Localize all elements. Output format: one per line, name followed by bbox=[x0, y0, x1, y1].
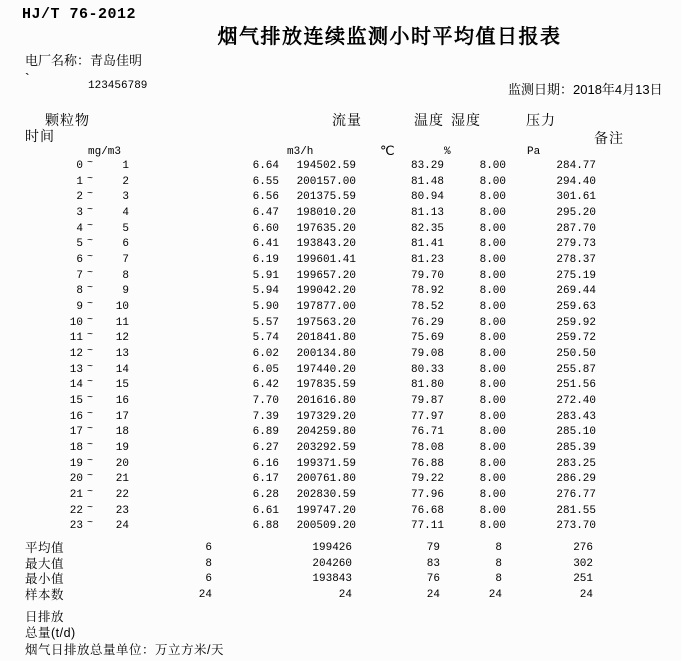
cell-pressure: 273.70 bbox=[556, 520, 596, 533]
table-row bbox=[0, 206, 681, 222]
table-row bbox=[0, 347, 681, 363]
cell-hour-end: 17 bbox=[115, 410, 129, 423]
cell-pm: 6.56 bbox=[252, 191, 279, 204]
table-row bbox=[0, 269, 681, 285]
cell-humidity: 8.00 bbox=[479, 457, 506, 470]
cell-hour-end: 23 bbox=[115, 504, 129, 517]
cell-temperature: 79.08 bbox=[410, 348, 444, 361]
summary-pressure: 24 bbox=[579, 589, 593, 602]
summary-rows bbox=[0, 541, 681, 604]
table-row bbox=[0, 253, 681, 269]
cell-temperature: 78.92 bbox=[410, 285, 444, 298]
table-row bbox=[0, 394, 681, 410]
table-row bbox=[0, 519, 681, 535]
table-row bbox=[0, 175, 681, 191]
table-row bbox=[0, 363, 681, 379]
summary-label: 平均值 bbox=[25, 541, 65, 555]
cell-pm: 5.90 bbox=[252, 301, 279, 314]
range-tilde: ~ bbox=[87, 393, 94, 405]
cell-hour-start: 0 bbox=[76, 160, 83, 172]
summary-label: 最小值 bbox=[25, 572, 65, 587]
cell-hour-start: 10 bbox=[69, 316, 83, 329]
cell-flow: 199747.20 bbox=[296, 504, 356, 517]
summary-humidity: 24 bbox=[488, 589, 502, 602]
cell-pressure: 283.25 bbox=[556, 457, 596, 470]
cell-hour-end: 9 bbox=[122, 285, 129, 298]
unit-pm: mg/m3 bbox=[88, 146, 122, 158]
cell-temperature: 83.29 bbox=[410, 160, 444, 172]
cell-pressure: 284.77 bbox=[556, 160, 596, 172]
cell-temperature: 76.88 bbox=[410, 457, 444, 470]
cell-flow: 201375.59 bbox=[296, 191, 356, 204]
summary-row bbox=[0, 572, 681, 588]
cell-flow: 200157.00 bbox=[296, 175, 356, 188]
cell-flow: 197440.20 bbox=[296, 363, 356, 376]
cell-pm: 6.64 bbox=[252, 160, 279, 172]
cell-hour-end: 22 bbox=[115, 489, 129, 502]
cell-temperature: 81.80 bbox=[410, 379, 444, 392]
cell-temperature: 80.33 bbox=[410, 363, 444, 376]
table-row bbox=[0, 237, 681, 253]
cell-flow: 197329.20 bbox=[296, 410, 356, 423]
table-row bbox=[0, 190, 681, 206]
cell-hour-start: 6 bbox=[76, 254, 83, 267]
table-row bbox=[0, 488, 681, 504]
cell-hour-end: 20 bbox=[115, 457, 129, 470]
summary-pressure: 302 bbox=[573, 557, 593, 570]
cell-pressure: 272.40 bbox=[556, 395, 596, 408]
cell-pressure: 278.37 bbox=[556, 254, 596, 267]
cell-humidity: 8.00 bbox=[479, 504, 506, 517]
summary-temperature: 24 bbox=[426, 589, 440, 602]
cell-temperature: 79.70 bbox=[410, 269, 444, 282]
summary-pressure: 276 bbox=[573, 542, 593, 554]
cell-hour-end: 2 bbox=[122, 175, 129, 188]
cell-flow: 198010.20 bbox=[296, 207, 356, 220]
range-tilde: ~ bbox=[87, 173, 94, 185]
summary-pm: 8 bbox=[205, 557, 212, 570]
cell-flow: 197635.20 bbox=[296, 222, 356, 235]
cell-pm: 5.94 bbox=[252, 285, 279, 298]
cell-temperature: 75.69 bbox=[410, 332, 444, 345]
cell-hour-end: 10 bbox=[115, 301, 129, 314]
cell-humidity: 8.00 bbox=[479, 379, 506, 392]
range-tilde: ~ bbox=[87, 346, 94, 358]
range-tilde: ~ bbox=[87, 455, 94, 467]
cell-temperature: 78.08 bbox=[410, 442, 444, 455]
cell-humidity: 8.00 bbox=[479, 254, 506, 267]
cell-hour-start: 9 bbox=[76, 301, 83, 314]
unit-flow: m3/h bbox=[287, 146, 314, 158]
cell-humidity: 8.00 bbox=[479, 285, 506, 298]
summary-flow: 199426 bbox=[312, 542, 352, 554]
table-row bbox=[0, 441, 681, 457]
cell-hour-end: 13 bbox=[115, 348, 129, 361]
cell-hour-end: 18 bbox=[115, 426, 129, 439]
cell-pm: 6.02 bbox=[252, 348, 279, 361]
cell-pm: 6.60 bbox=[252, 222, 279, 235]
cell-hour-start: 3 bbox=[76, 207, 83, 220]
summary-row bbox=[0, 588, 681, 604]
range-tilde: ~ bbox=[87, 487, 94, 499]
cell-hour-end: 16 bbox=[115, 395, 129, 408]
cell-hour-start: 19 bbox=[69, 457, 83, 470]
cell-pressure: 301.61 bbox=[556, 191, 596, 204]
summary-temperature: 83 bbox=[426, 557, 440, 570]
column-header-temperature: 温度 bbox=[414, 112, 444, 128]
cell-humidity: 8.00 bbox=[479, 363, 506, 376]
cell-hour-start: 7 bbox=[76, 269, 83, 282]
cell-hour-start: 15 bbox=[69, 395, 83, 408]
column-header-time: 时间 bbox=[25, 128, 55, 144]
column-header-humidity: 湿度 bbox=[451, 112, 481, 128]
cell-flow: 199371.59 bbox=[296, 457, 356, 470]
unit-temperature: ℃ bbox=[380, 143, 395, 158]
cell-hour-end: 24 bbox=[115, 520, 129, 533]
cell-flow: 199657.20 bbox=[296, 269, 356, 282]
cell-flow: 200509.20 bbox=[296, 520, 356, 533]
cell-pm: 6.41 bbox=[252, 238, 279, 251]
cell-humidity: 8.00 bbox=[479, 316, 506, 329]
cell-hour-start: 2 bbox=[76, 191, 83, 204]
cell-flow: 199601.41 bbox=[296, 254, 356, 267]
footer-line-flue-gas-unit: 烟气日排放总量单位：万立方米/天 bbox=[25, 643, 224, 657]
cell-humidity: 8.00 bbox=[479, 348, 506, 361]
cell-pm: 7.39 bbox=[252, 410, 279, 423]
cell-pm: 6.55 bbox=[252, 175, 279, 188]
column-header-pm: 颗粒物 bbox=[45, 112, 90, 128]
monitor-date: 监测日期：2018年4月13日 bbox=[508, 82, 663, 97]
cell-pm: 6.89 bbox=[252, 426, 279, 439]
cell-temperature: 76.29 bbox=[410, 316, 444, 329]
cell-pressure: 259.72 bbox=[556, 332, 596, 345]
cell-flow: 193843.20 bbox=[296, 238, 356, 251]
range-tilde: ~ bbox=[87, 330, 94, 342]
summary-row bbox=[0, 541, 681, 557]
column-header-flow: 流量 bbox=[332, 112, 362, 128]
cell-humidity: 8.00 bbox=[479, 207, 506, 220]
cell-pm: 6.19 bbox=[252, 254, 279, 267]
footer-line-total-unit: 总量(t/d) bbox=[25, 626, 76, 640]
cell-pressure: 285.39 bbox=[556, 442, 596, 455]
cell-pressure: 287.70 bbox=[556, 222, 596, 235]
cell-temperature: 77.96 bbox=[410, 489, 444, 502]
cell-flow: 203292.59 bbox=[296, 442, 356, 455]
plant-name: 电厂名称：青岛佳明 bbox=[25, 53, 143, 68]
unit-humidity: % bbox=[444, 146, 451, 158]
cell-flow: 201841.80 bbox=[296, 332, 356, 345]
summary-pm: 24 bbox=[198, 589, 212, 602]
cell-pressure: 269.44 bbox=[556, 285, 596, 298]
table-row bbox=[0, 425, 681, 441]
cell-temperature: 81.13 bbox=[410, 207, 444, 220]
summary-humidity: 8 bbox=[495, 557, 502, 570]
summary-row bbox=[0, 557, 681, 573]
table-row bbox=[0, 472, 681, 488]
cell-hour-start: 20 bbox=[69, 473, 83, 486]
cell-flow: 197563.20 bbox=[296, 316, 356, 329]
cell-humidity: 8.00 bbox=[479, 269, 506, 282]
cell-temperature: 81.41 bbox=[410, 238, 444, 251]
cell-humidity: 8.00 bbox=[479, 175, 506, 188]
table-row bbox=[0, 410, 681, 426]
cell-pm: 5.57 bbox=[252, 316, 279, 329]
cell-hour-start: 21 bbox=[69, 489, 83, 502]
cell-flow: 197835.59 bbox=[296, 379, 356, 392]
range-tilde: ~ bbox=[87, 205, 94, 217]
standard-code: HJ/T 76-2012 bbox=[22, 6, 137, 23]
range-tilde: ~ bbox=[87, 236, 94, 248]
cell-flow: 204259.80 bbox=[296, 426, 356, 439]
cell-humidity: 8.00 bbox=[479, 191, 506, 204]
summary-label: 最大值 bbox=[25, 556, 65, 571]
cell-humidity: 8.00 bbox=[479, 332, 506, 345]
cell-hour-end: 19 bbox=[115, 442, 129, 455]
cell-temperature: 82.35 bbox=[410, 222, 444, 235]
range-tilde: ~ bbox=[87, 158, 94, 169]
cell-flow: 201616.80 bbox=[296, 395, 356, 408]
cell-pm: 6.61 bbox=[252, 504, 279, 517]
cell-humidity: 8.00 bbox=[479, 489, 506, 502]
cell-humidity: 8.00 bbox=[479, 473, 506, 486]
cell-pm: 6.17 bbox=[252, 473, 279, 486]
cell-pressure: 275.19 bbox=[556, 269, 596, 282]
cell-pm: 6.42 bbox=[252, 379, 279, 392]
cell-pm: 6.27 bbox=[252, 442, 279, 455]
cell-temperature: 81.48 bbox=[410, 175, 444, 188]
cell-hour-end: 21 bbox=[115, 473, 129, 486]
range-tilde: ~ bbox=[87, 361, 94, 373]
cell-pressure: 286.29 bbox=[556, 473, 596, 486]
table-row bbox=[0, 159, 681, 175]
table-row bbox=[0, 457, 681, 473]
cell-hour-start: 18 bbox=[69, 442, 83, 455]
cell-hour-start: 1 bbox=[76, 175, 83, 188]
cell-hour-start: 13 bbox=[69, 363, 83, 376]
cell-humidity: 8.00 bbox=[479, 426, 506, 439]
cell-temperature: 77.97 bbox=[410, 410, 444, 423]
cell-pm: 5.74 bbox=[252, 332, 279, 345]
summary-pm: 6 bbox=[205, 542, 212, 554]
cell-hour-start: 22 bbox=[69, 504, 83, 517]
cell-humidity: 8.00 bbox=[479, 301, 506, 314]
cell-temperature: 77.11 bbox=[410, 520, 444, 533]
cell-hour-start: 5 bbox=[76, 238, 83, 251]
cell-pm: 7.70 bbox=[252, 395, 279, 408]
cell-pm: 6.16 bbox=[252, 457, 279, 470]
cell-hour-end: 7 bbox=[122, 254, 129, 267]
table-row bbox=[0, 222, 681, 238]
cell-humidity: 8.00 bbox=[479, 410, 506, 423]
range-tilde: ~ bbox=[87, 424, 94, 436]
range-tilde: ~ bbox=[87, 252, 94, 264]
cell-hour-end: 11 bbox=[115, 316, 129, 329]
cell-humidity: 8.00 bbox=[479, 222, 506, 235]
cell-pressure: 281.55 bbox=[556, 504, 596, 517]
cell-hour-end: 1 bbox=[122, 160, 129, 172]
tick-mark: ` bbox=[25, 70, 30, 86]
summary-label: 样本数 bbox=[25, 588, 65, 603]
range-tilde: ~ bbox=[87, 408, 94, 420]
cell-hour-end: 3 bbox=[122, 191, 129, 204]
cell-temperature: 79.87 bbox=[410, 395, 444, 408]
cell-hour-start: 4 bbox=[76, 222, 83, 235]
cell-pressure: 279.73 bbox=[556, 238, 596, 251]
summary-humidity: 8 bbox=[495, 573, 502, 586]
cell-humidity: 8.00 bbox=[479, 160, 506, 172]
cell-pm: 6.88 bbox=[252, 520, 279, 533]
cell-hour-end: 5 bbox=[122, 222, 129, 235]
table-row bbox=[0, 331, 681, 347]
cell-pm: 5.91 bbox=[252, 269, 279, 282]
cell-hour-start: 8 bbox=[76, 285, 83, 298]
summary-pm: 6 bbox=[205, 573, 212, 586]
range-tilde: ~ bbox=[87, 471, 94, 483]
cell-pressure: 276.77 bbox=[556, 489, 596, 502]
cell-pressure: 283.43 bbox=[556, 410, 596, 423]
cell-hour-start: 23 bbox=[69, 520, 83, 533]
cell-flow: 194502.59 bbox=[296, 160, 356, 172]
cell-humidity: 8.00 bbox=[479, 520, 506, 533]
range-tilde: ~ bbox=[87, 518, 94, 530]
cell-hour-start: 17 bbox=[69, 426, 83, 439]
cell-hour-end: 4 bbox=[122, 207, 129, 220]
data-rows bbox=[0, 159, 681, 535]
cell-flow: 200761.80 bbox=[296, 473, 356, 486]
summary-pressure: 251 bbox=[573, 573, 593, 586]
summary-temperature: 79 bbox=[426, 542, 440, 554]
cell-pressure: 259.63 bbox=[556, 301, 596, 314]
table-row bbox=[0, 316, 681, 332]
cell-pressure: 294.40 bbox=[556, 175, 596, 188]
cell-hour-end: 8 bbox=[122, 269, 129, 282]
cell-humidity: 8.00 bbox=[479, 442, 506, 455]
cell-hour-end: 12 bbox=[115, 332, 129, 345]
footer-line-daily-emission: 日排放 bbox=[25, 610, 65, 624]
range-tilde: ~ bbox=[87, 502, 94, 514]
cell-hour-start: 16 bbox=[69, 410, 83, 423]
cell-flow: 197877.00 bbox=[296, 301, 356, 314]
range-tilde: ~ bbox=[87, 189, 94, 201]
cell-flow: 200134.80 bbox=[296, 348, 356, 361]
column-header-remark: 备注 bbox=[594, 130, 624, 146]
table-row bbox=[0, 300, 681, 316]
range-tilde: ~ bbox=[87, 283, 94, 295]
cell-pressure: 251.56 bbox=[556, 379, 596, 392]
cell-temperature: 81.23 bbox=[410, 254, 444, 267]
page-title: 烟气排放连续监测小时平均值日报表 bbox=[217, 26, 562, 48]
range-tilde: ~ bbox=[87, 299, 94, 311]
cell-hour-start: 11 bbox=[69, 332, 83, 345]
cell-hour-end: 6 bbox=[122, 238, 129, 251]
range-tilde: ~ bbox=[87, 377, 94, 389]
range-tilde: ~ bbox=[87, 220, 94, 232]
cell-hour-end: 14 bbox=[115, 363, 129, 376]
cell-hour-end: 15 bbox=[115, 379, 129, 392]
cell-temperature: 76.71 bbox=[410, 426, 444, 439]
cell-pm: 6.05 bbox=[252, 363, 279, 376]
cell-humidity: 8.00 bbox=[479, 238, 506, 251]
cell-pressure: 285.10 bbox=[556, 426, 596, 439]
cell-flow: 199042.20 bbox=[296, 285, 356, 298]
table-row bbox=[0, 504, 681, 520]
cell-humidity: 8.00 bbox=[479, 395, 506, 408]
cell-pressure: 255.87 bbox=[556, 363, 596, 376]
range-tilde: ~ bbox=[87, 440, 94, 452]
range-tilde: ~ bbox=[87, 314, 94, 326]
unit-pressure: Pa bbox=[527, 146, 541, 158]
cell-hour-start: 14 bbox=[69, 379, 83, 392]
column-header-pressure: 压力 bbox=[526, 112, 556, 128]
cell-pm: 6.47 bbox=[252, 207, 279, 220]
cell-temperature: 80.94 bbox=[410, 191, 444, 204]
range-tilde: ~ bbox=[87, 267, 94, 279]
cell-pressure: 259.92 bbox=[556, 316, 596, 329]
table-row bbox=[0, 284, 681, 300]
cell-pressure: 295.20 bbox=[556, 207, 596, 220]
plant-code: 123456789 bbox=[88, 80, 148, 92]
cell-pressure: 250.50 bbox=[556, 348, 596, 361]
cell-pm: 6.28 bbox=[252, 489, 279, 502]
table-row bbox=[0, 378, 681, 394]
cell-flow: 202830.59 bbox=[296, 489, 356, 502]
cell-temperature: 78.52 bbox=[410, 301, 444, 314]
cell-temperature: 79.22 bbox=[410, 473, 444, 486]
summary-temperature: 76 bbox=[426, 573, 440, 586]
summary-flow: 204260 bbox=[312, 557, 352, 570]
cell-temperature: 76.68 bbox=[410, 504, 444, 517]
summary-flow: 193843 bbox=[312, 573, 352, 586]
summary-flow: 24 bbox=[338, 589, 352, 602]
summary-humidity: 8 bbox=[495, 542, 502, 554]
cell-hour-start: 12 bbox=[69, 348, 83, 361]
